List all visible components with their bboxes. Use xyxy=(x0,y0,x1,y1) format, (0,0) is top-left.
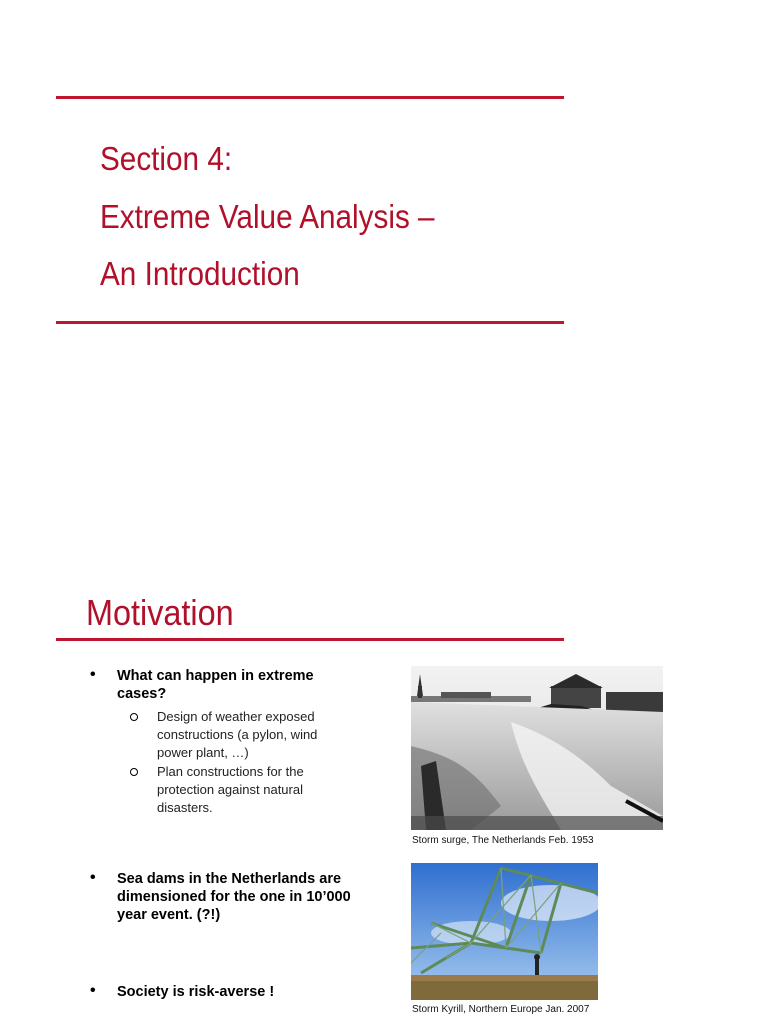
motivation-rule xyxy=(56,638,564,641)
bullet-dot: • xyxy=(90,869,96,886)
storm-surge-photo xyxy=(411,666,663,830)
section-title-line-3: An Introduction xyxy=(100,255,300,292)
top-rule xyxy=(56,96,564,99)
bullet-dot: • xyxy=(90,666,96,683)
bullet-text: Society is risk-averse ! xyxy=(117,984,275,1000)
storm-surge-caption: Storm surge, The Netherlands Feb. 1953 xyxy=(412,835,594,846)
section-title-line-2: Extreme Value Analysis – xyxy=(100,198,435,235)
circle-bullet-icon xyxy=(130,713,138,721)
bullet-text: Sea dams in the Netherlands are dimensioned for the one in 10’000 year event. (?!) xyxy=(117,871,351,923)
title-bottom-rule xyxy=(56,321,564,324)
sub-bullet-text: Design of weather exposed constructions (a pylon, wind power plant, …) xyxy=(157,709,318,760)
storm-kyrill-caption: Storm Kyrill, Northern Europe Jan. 2007 xyxy=(412,1004,590,1015)
bullet-text: What can happen in extreme cases? xyxy=(117,668,314,702)
motivation-heading: Motivation xyxy=(86,592,234,633)
sub-bullet-text: Plan constructions for the protection against natural disasters. xyxy=(157,764,304,815)
section-title-line-1: Section 4: xyxy=(100,140,233,177)
bullet-dot: • xyxy=(90,982,96,999)
circle-bullet-icon xyxy=(130,768,138,776)
collapsed-pylon-photo xyxy=(411,863,598,1000)
